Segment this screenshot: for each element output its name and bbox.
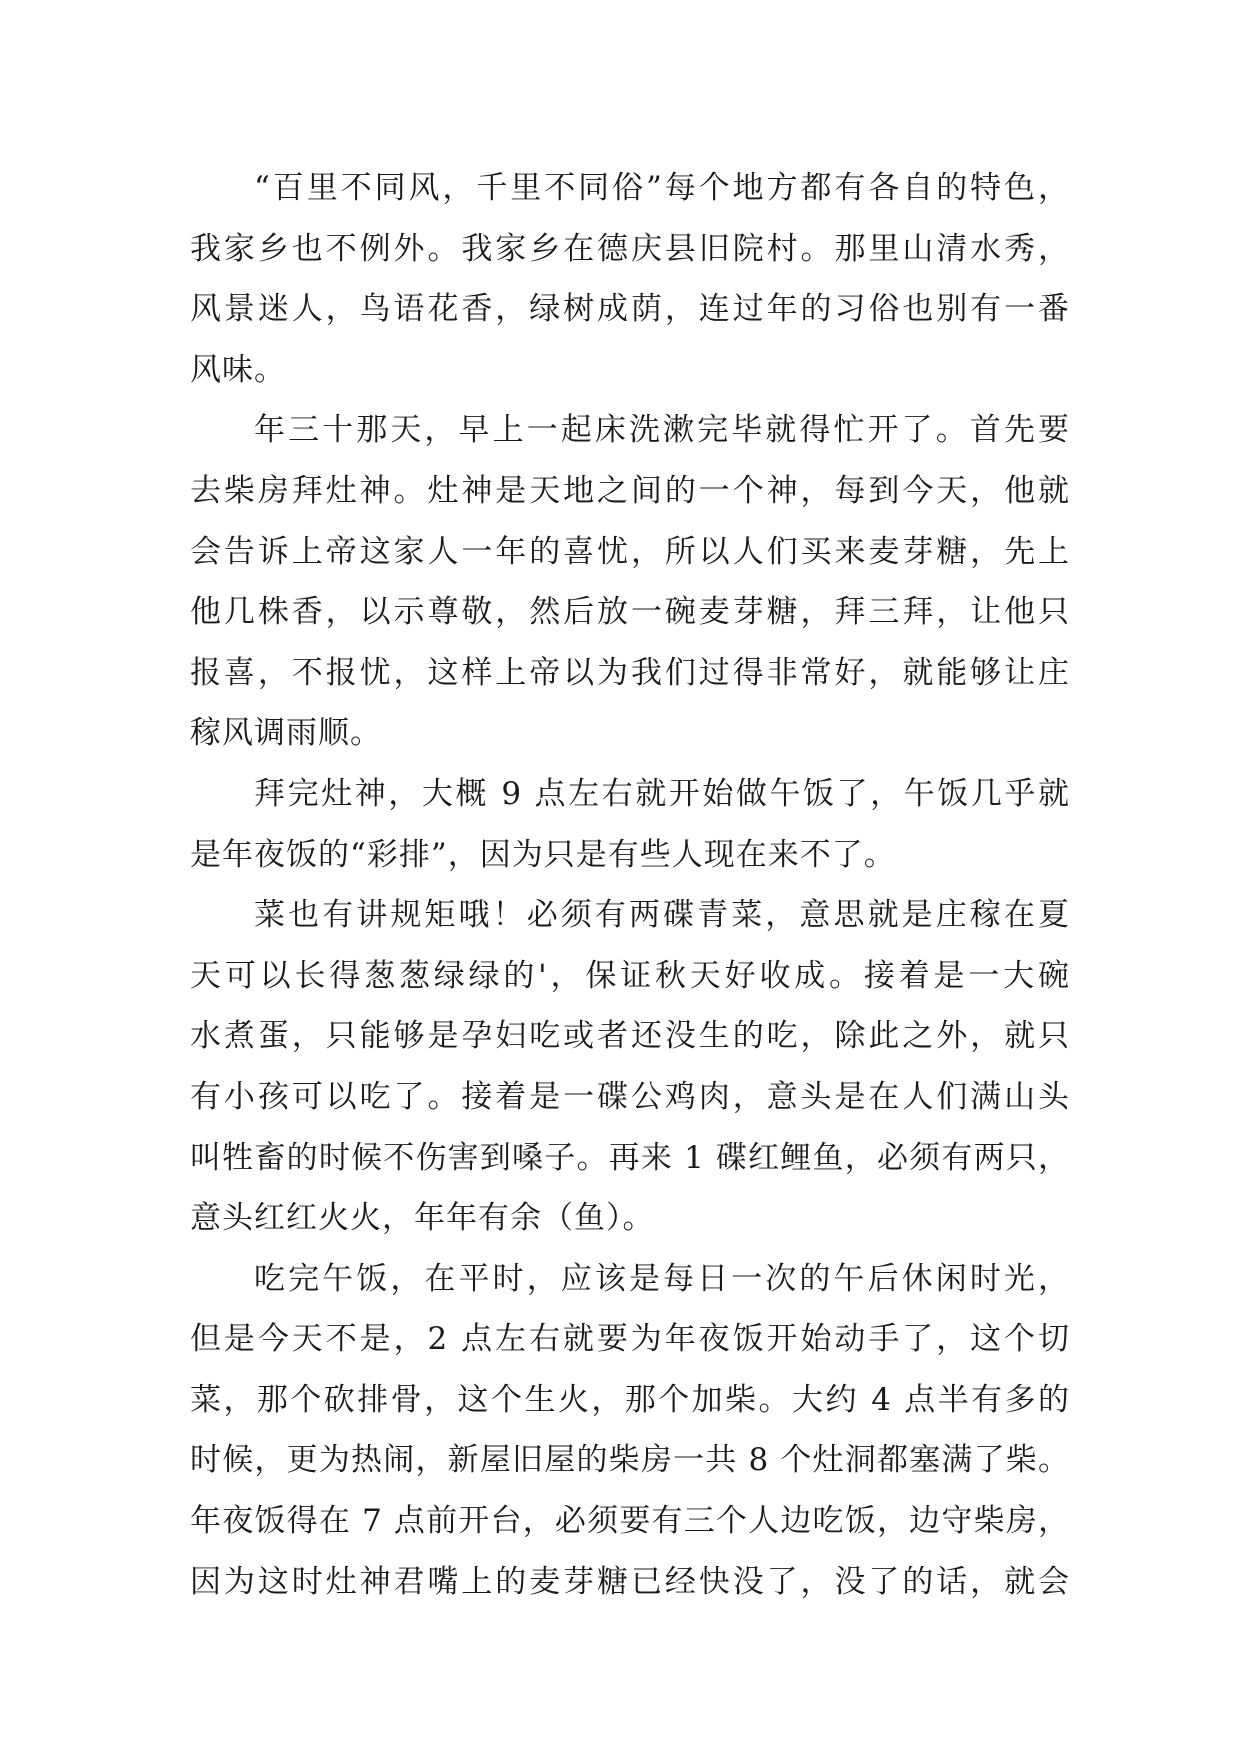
- text-line: 年夜饭得在 7 点前开台，必须要有三个人边吃饭，边守柴房，: [190, 1503, 1070, 1540]
- text-line: 叫牲畜的时候不伤害到嗓子。再来 1 碟红鲤鱼，必须有两只，: [190, 1139, 1070, 1176]
- text-line: 是年夜饭的“彩排”，因为只是有些人现在来不了。: [190, 836, 896, 873]
- text-line: 拜完灶神，大概 9 点左右就开始做午饭了，午饭几乎就: [254, 775, 1070, 812]
- text-line: 有小孩可以吃了。接着是一碟公鸡肉，意头是在人们满山头: [190, 1078, 1070, 1115]
- text-line: 报喜，不报忧，这样上帝以为我们过得非常好，就能够让庄: [190, 654, 1070, 691]
- text-line: 去柴房拜灶神。灶神是天地之间的一个神，每到今天，他就: [190, 472, 1070, 509]
- text-line: 年三十那天，早上一起床洗漱完毕就得忙开了。首先要: [254, 412, 1070, 449]
- text-line: 菜，那个砍排骨，这个生火，那个加柴。大约 4 点半有多的: [190, 1381, 1070, 1418]
- text-line: 风味。: [190, 351, 286, 388]
- text-line: 但是今天不是，2 点左右就要为年夜饭开始动手了，这个切: [190, 1321, 1070, 1358]
- text-line: 吃完午饭，在平时，应该是每日一次的午后休闲时光，: [254, 1260, 1070, 1297]
- text-line: 天可以长得葱葱绿绿的'，保证秋天好收成。接着是一大碗: [190, 957, 1070, 994]
- text-line: 风景迷人，鸟语花香，绿树成荫，连过年的习俗也别有一番: [190, 291, 1070, 328]
- text-line: 他几株香，以示尊敬，然后放一碗麦芽糖，拜三拜，让他只: [190, 594, 1070, 631]
- text-line: 意头红红火火，年年有余（鱼）。: [190, 1200, 655, 1237]
- text-line: 水煮蛋，只能够是孕妇吃或者还没生的吃，除此之外，就只: [190, 1018, 1070, 1055]
- text-line: 菜也有讲规矩哦！必须有两碟青菜，意思就是庄稼在夏: [254, 897, 1070, 934]
- text-line: 我家乡也不例外。我家乡在德庆县旧院村。那里山清水秀，: [190, 230, 1070, 267]
- text-line: 稼风调雨顺。: [190, 715, 382, 752]
- text-line: “百里不同风，千里不同俗”每个地方都有各自的特色，: [254, 170, 1070, 206]
- text-line: 时候，更为热闹，新屋旧屋的柴房一共 8 个灶洞都塞满了柴。: [190, 1442, 1070, 1479]
- text-line: 会告诉上帝这家人一年的喜忧，所以人们买来麦芽糖，先上: [190, 533, 1070, 570]
- text-line: 因为这时灶神君嘴上的麦芽糖已经快没了，没了的话，就会: [190, 1563, 1070, 1600]
- body-text: [190, 158, 1070, 1612]
